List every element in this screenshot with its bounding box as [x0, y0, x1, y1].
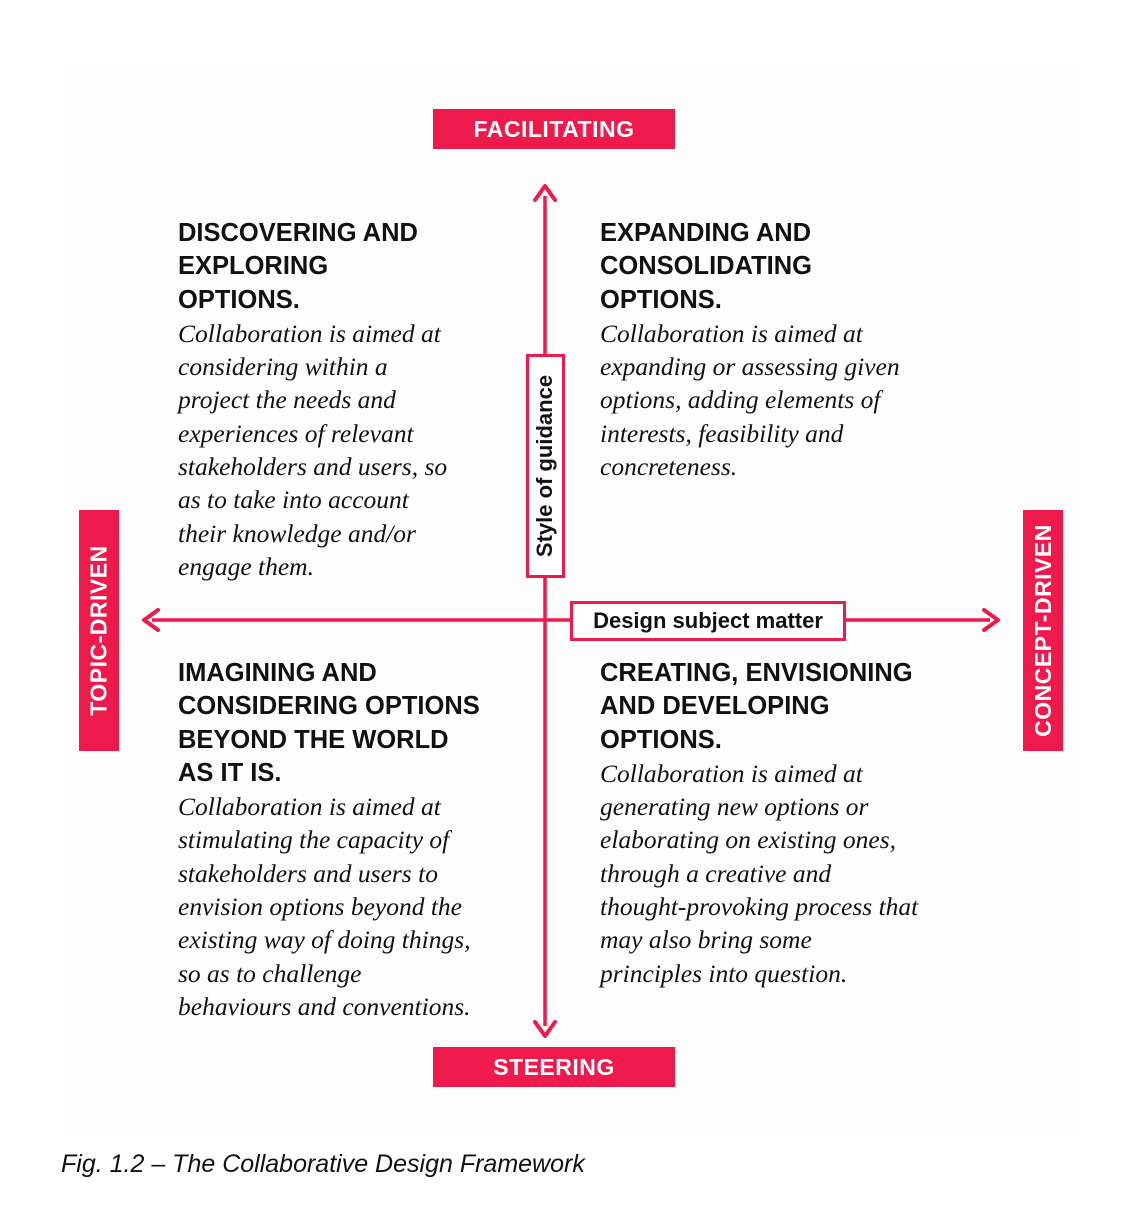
- pole-steering: [433, 1047, 675, 1087]
- pole-steering-label: STEERING: [493, 1053, 615, 1080]
- figure-caption: Fig. 1.2 – The Collaborative Design Framework: [61, 1150, 585, 1178]
- horizontal-axis-label-text: Design subject matter: [593, 608, 823, 633]
- horizontal-axis-label: [570, 601, 846, 641]
- quadrant-bottom-left: [178, 657, 523, 1023]
- quadrant-top-left: [178, 217, 523, 583]
- quadrant-top-right-title: EXPANDING AND CONSOLIDATING OPTIONS.: [600, 219, 813, 314]
- quadrant-bottom-left-description: Collaboration is aimed at stimulating the capacity of stakeholders and users to envision options beyond the existing way of doing things, so as to challenge behaviours and conventions.: [178, 792, 471, 1021]
- quadrant-bottom-right-title: CREATING, ENVISIONING AND DEVELOPING OPTIONS.: [600, 659, 913, 754]
- vertical-axis-label-text: Style of guidance: [532, 374, 558, 558]
- quadrant-top-right: [600, 217, 1020, 483]
- pole-concept-driven: [1023, 510, 1063, 751]
- quadrant-top-left-description: Collaboration is aimed at considering within a project the needs and experiences of relevant stakeholders and users, so as to take into account their knowledge and/or engage them.: [178, 318, 448, 581]
- pole-facilitating: [433, 109, 675, 149]
- quadrant-bottom-left-title: IMAGINING AND CONSIDERING OPTIONS BEYOND THE WORLD AS IT IS.: [178, 659, 480, 787]
- pole-topic-driven-label: TOPIC-DRIVEN: [85, 545, 112, 716]
- quadrant-bottom-right: [600, 657, 1020, 990]
- pole-concept-driven-label: CONCEPT-DRIVEN: [1029, 524, 1056, 737]
- pole-topic-driven: [79, 510, 119, 751]
- quadrant-top-left-title: DISCOVERING AND EXPLORING OPTIONS.: [178, 219, 418, 314]
- vertical-axis-label: [526, 354, 565, 578]
- quadrant-bottom-right-description: Collaboration is aimed at generating new options or elaborating on existing ones, through a creative and thought-provoking process that may also bring some principles into question.: [600, 758, 919, 988]
- pole-facilitating-label: FACILITATING: [473, 115, 635, 142]
- quadrant-top-right-description: Collaboration is aimed at expanding or assessing given options, adding elements of interests, feasibility and concreteness.: [600, 318, 900, 482]
